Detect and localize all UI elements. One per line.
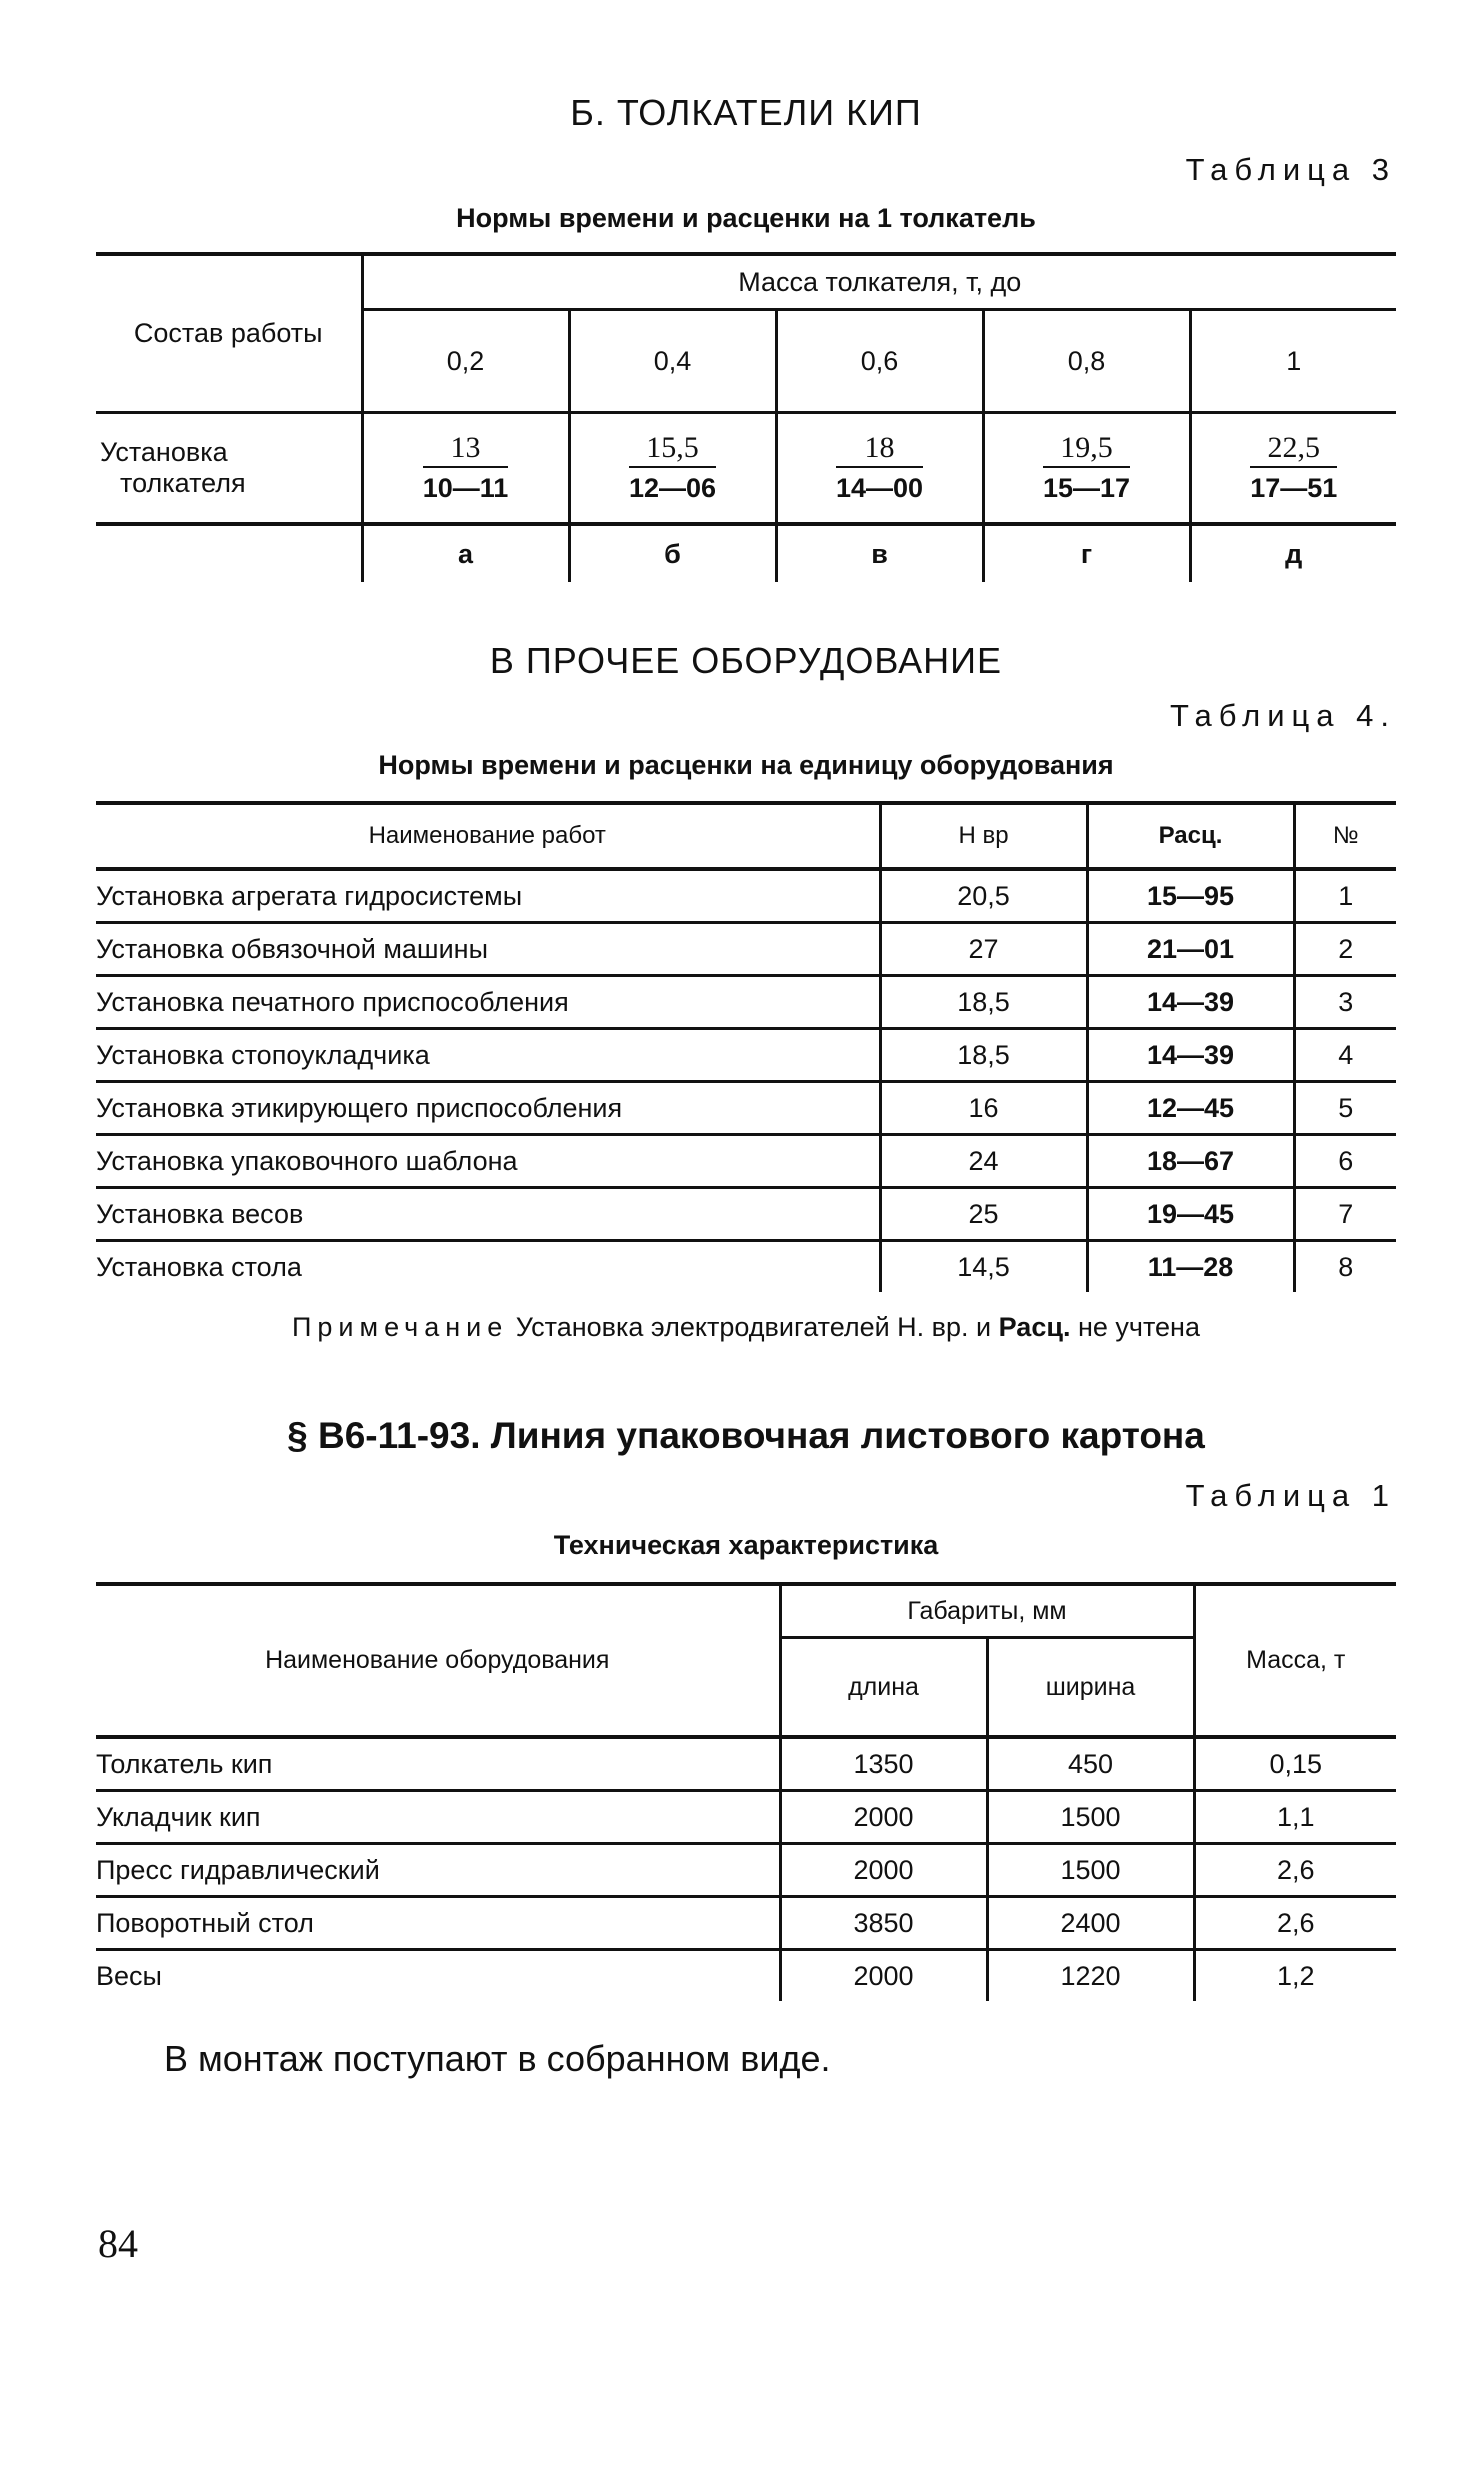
- table4-time-5: 24: [880, 1135, 1087, 1188]
- section-b-title: Б. ТОЛКАТЕЛИ КИП: [570, 92, 922, 133]
- table4-name-6: Установка весов: [96, 1188, 880, 1241]
- table4-price-3: 14—39: [1087, 1029, 1294, 1082]
- table1-width-2: 1500: [987, 1844, 1194, 1897]
- table4-time-6: 25: [880, 1188, 1087, 1241]
- table3-price-1: 12—06: [628, 473, 717, 503]
- table1-name-2: Пресс гидравлический: [96, 1844, 780, 1897]
- table4-name-7: Установка стола: [96, 1251, 302, 1282]
- table4-price-6: 19—45: [1087, 1188, 1294, 1241]
- table3: [96, 252, 1396, 582]
- table3-header-composition: Состав работы: [96, 254, 362, 413]
- table3-time-2: 18: [836, 430, 923, 468]
- table4-price-2: 14—39: [1087, 976, 1294, 1029]
- table4-name-3: Установка стопоукладчика: [96, 1029, 880, 1082]
- table4-price-0: 15—95: [1087, 869, 1294, 923]
- table1-header-width: ширина: [987, 1638, 1194, 1738]
- table4-no-2: 3: [1294, 976, 1396, 1029]
- note-text-1: Установка электродвигателей Н. вр. и: [515, 1312, 992, 1342]
- table1: [96, 1582, 1396, 2001]
- table1-container: [96, 1582, 1396, 2001]
- table1-length-2: 2000: [780, 1844, 987, 1897]
- table1-name-4: Весы: [96, 1960, 162, 1991]
- table3-header-mass-group: Масса толкателя, т, до: [362, 254, 1396, 310]
- table4-time-2: 18,5: [880, 976, 1087, 1029]
- table4-no-6: 7: [1294, 1188, 1396, 1241]
- table3-time-3: 19,5: [1043, 430, 1130, 468]
- table3-row-label: [96, 413, 362, 525]
- table3-row-label-line1: Установка: [100, 437, 228, 467]
- table3-time-0: 13: [423, 430, 509, 468]
- table4-no-1: 2: [1294, 923, 1396, 976]
- table4-no-3: 4: [1294, 1029, 1396, 1082]
- table1-label: Таблица 1: [1185, 1478, 1396, 1513]
- page-number: 84: [98, 2221, 138, 2266]
- table1-name-1: Укладчик кип: [96, 1791, 780, 1844]
- table4-time-7: 14,5: [880, 1241, 1087, 1293]
- table-row: [96, 1241, 1396, 1293]
- section-b6-title: § В6-11-93. Линия упаковочная листового картона: [287, 1415, 1205, 1456]
- table1-width-3: 2400: [987, 1897, 1194, 1950]
- table4-header-price: Расц.: [1087, 803, 1294, 869]
- table-row: [96, 1844, 1396, 1897]
- table3-price-0: 10—11: [422, 473, 509, 503]
- table4-label: Таблица 4.: [1169, 698, 1396, 733]
- table1-header-length: длина: [780, 1638, 987, 1738]
- table3-letter-4: д: [1190, 524, 1396, 582]
- note-label: Примечание: [292, 1312, 509, 1342]
- table-row: [96, 976, 1396, 1029]
- table4-time-0: 20,5: [880, 869, 1087, 923]
- table3-cell-2: [776, 413, 983, 525]
- table4-no-7: 8: [1294, 1241, 1396, 1293]
- table4-time-3: 18,5: [880, 1029, 1087, 1082]
- table4-container: [96, 801, 1396, 1292]
- table3-container: [96, 252, 1396, 582]
- table1-mass-2: 2,6: [1194, 1844, 1396, 1897]
- table3-mass-0: 0,2: [362, 310, 569, 413]
- table1-length-0: 1350: [780, 1737, 987, 1791]
- table4-price-5: 18—67: [1087, 1135, 1294, 1188]
- table4-name-0: Установка агрегата гидросистемы: [96, 869, 880, 923]
- table4-name-2: Установка печатного приспособления: [96, 976, 880, 1029]
- table3-letter-2: в: [776, 524, 983, 582]
- table1-width-1: 1500: [987, 1791, 1194, 1844]
- table4-name-5: Установка упаковочного шаблона: [96, 1135, 880, 1188]
- table4-no-4: 5: [1294, 1082, 1396, 1135]
- table3-cell-4: [1190, 413, 1396, 525]
- table3-cell-3: [983, 413, 1190, 525]
- table-row: [96, 1082, 1396, 1135]
- table1-length-3: 3850: [780, 1897, 987, 1950]
- table4-no-5: 6: [1294, 1135, 1396, 1188]
- table-row: [96, 923, 1396, 976]
- table4-header-time: Н вр: [880, 803, 1087, 869]
- table4: [96, 801, 1396, 1292]
- table4-price-7: 11—28: [1087, 1241, 1294, 1293]
- table3-time-4: 22,5: [1250, 430, 1337, 468]
- table3-row-label-line2: толкателя: [120, 468, 246, 498]
- table3-price-2: 14—00: [835, 473, 924, 503]
- table3-row-install: [96, 413, 1396, 525]
- table3-row-letters: [96, 524, 1396, 582]
- table3-cell-1: [569, 413, 776, 525]
- table-row: [96, 1791, 1396, 1844]
- table-row: [96, 1029, 1396, 1082]
- note-bold: Расц.: [998, 1312, 1071, 1342]
- note-text-2: не учтена: [1077, 1312, 1200, 1342]
- table1-width-0: 450: [987, 1737, 1194, 1791]
- table3-mass-3: 0,8: [983, 310, 1190, 413]
- table4-time-4: 16: [880, 1082, 1087, 1135]
- table3-cell-0: [362, 413, 569, 525]
- table1-header-mass: Масса, т: [1194, 1584, 1396, 1737]
- table-row: [96, 1897, 1396, 1950]
- table3-mass-4: 1: [1190, 310, 1396, 413]
- table1-name-3: Поворотный стол: [96, 1897, 780, 1950]
- table1-width-4: 1220: [987, 1950, 1194, 2002]
- table-row: [96, 1135, 1396, 1188]
- table4-caption: Нормы времени и расценки на единицу оборудования: [378, 750, 1114, 780]
- table1-mass-1: 1,1: [1194, 1791, 1396, 1844]
- table-row: [96, 1737, 1396, 1791]
- table3-price-3: 15—17: [1042, 473, 1131, 503]
- table-row: [96, 1188, 1396, 1241]
- table-row: [96, 869, 1396, 923]
- table3-price-4: 17—51: [1250, 473, 1338, 503]
- table3-letter-1: б: [569, 524, 776, 582]
- table4-name-1: Установка обвязочной машины: [96, 923, 880, 976]
- footer-text: В монтаж поступают в собранном виде.: [164, 2038, 831, 2079]
- table1-mass-4: 1,2: [1194, 1950, 1396, 2002]
- table4-note: [96, 1312, 1396, 1343]
- table4-price-4: 12—45: [1087, 1082, 1294, 1135]
- section-v-title: В ПРОЧЕЕ ОБОРУДОВАНИЕ: [489, 640, 1003, 681]
- document-page: [96, 0, 1396, 2475]
- table3-time-1: 15,5: [629, 430, 716, 468]
- table4-header-no: №: [1294, 803, 1396, 869]
- table1-header-name: Наименование оборудования: [96, 1584, 780, 1737]
- table4-header-name: Наименование работ: [96, 803, 880, 869]
- table1-caption: Техническая характеристика: [553, 1530, 939, 1560]
- table3-mass-1: 0,4: [569, 310, 776, 413]
- table3-label: Таблица 3: [1185, 152, 1396, 187]
- table3-letter-3: г: [983, 524, 1190, 582]
- table-row: [96, 1950, 1396, 2002]
- table3-letter-0: а: [362, 524, 569, 582]
- table1-length-4: 2000: [780, 1950, 987, 2002]
- table1-mass-3: 2,6: [1194, 1897, 1396, 1950]
- table3-caption: Нормы времени и расценки на 1 толкатель: [456, 203, 1036, 233]
- table4-time-1: 27: [880, 923, 1087, 976]
- table1-mass-0: 0,15: [1194, 1737, 1396, 1791]
- table1-header-group: Габариты, мм: [780, 1584, 1194, 1638]
- table1-length-1: 2000: [780, 1791, 987, 1844]
- table3-mass-2: 0,6: [776, 310, 983, 413]
- table4-no-0: 1: [1294, 869, 1396, 923]
- table4-name-4: Установка этикирующего приспособления: [96, 1082, 880, 1135]
- table4-price-1: 21—01: [1087, 923, 1294, 976]
- table1-name-0: Толкатель кип: [96, 1737, 780, 1791]
